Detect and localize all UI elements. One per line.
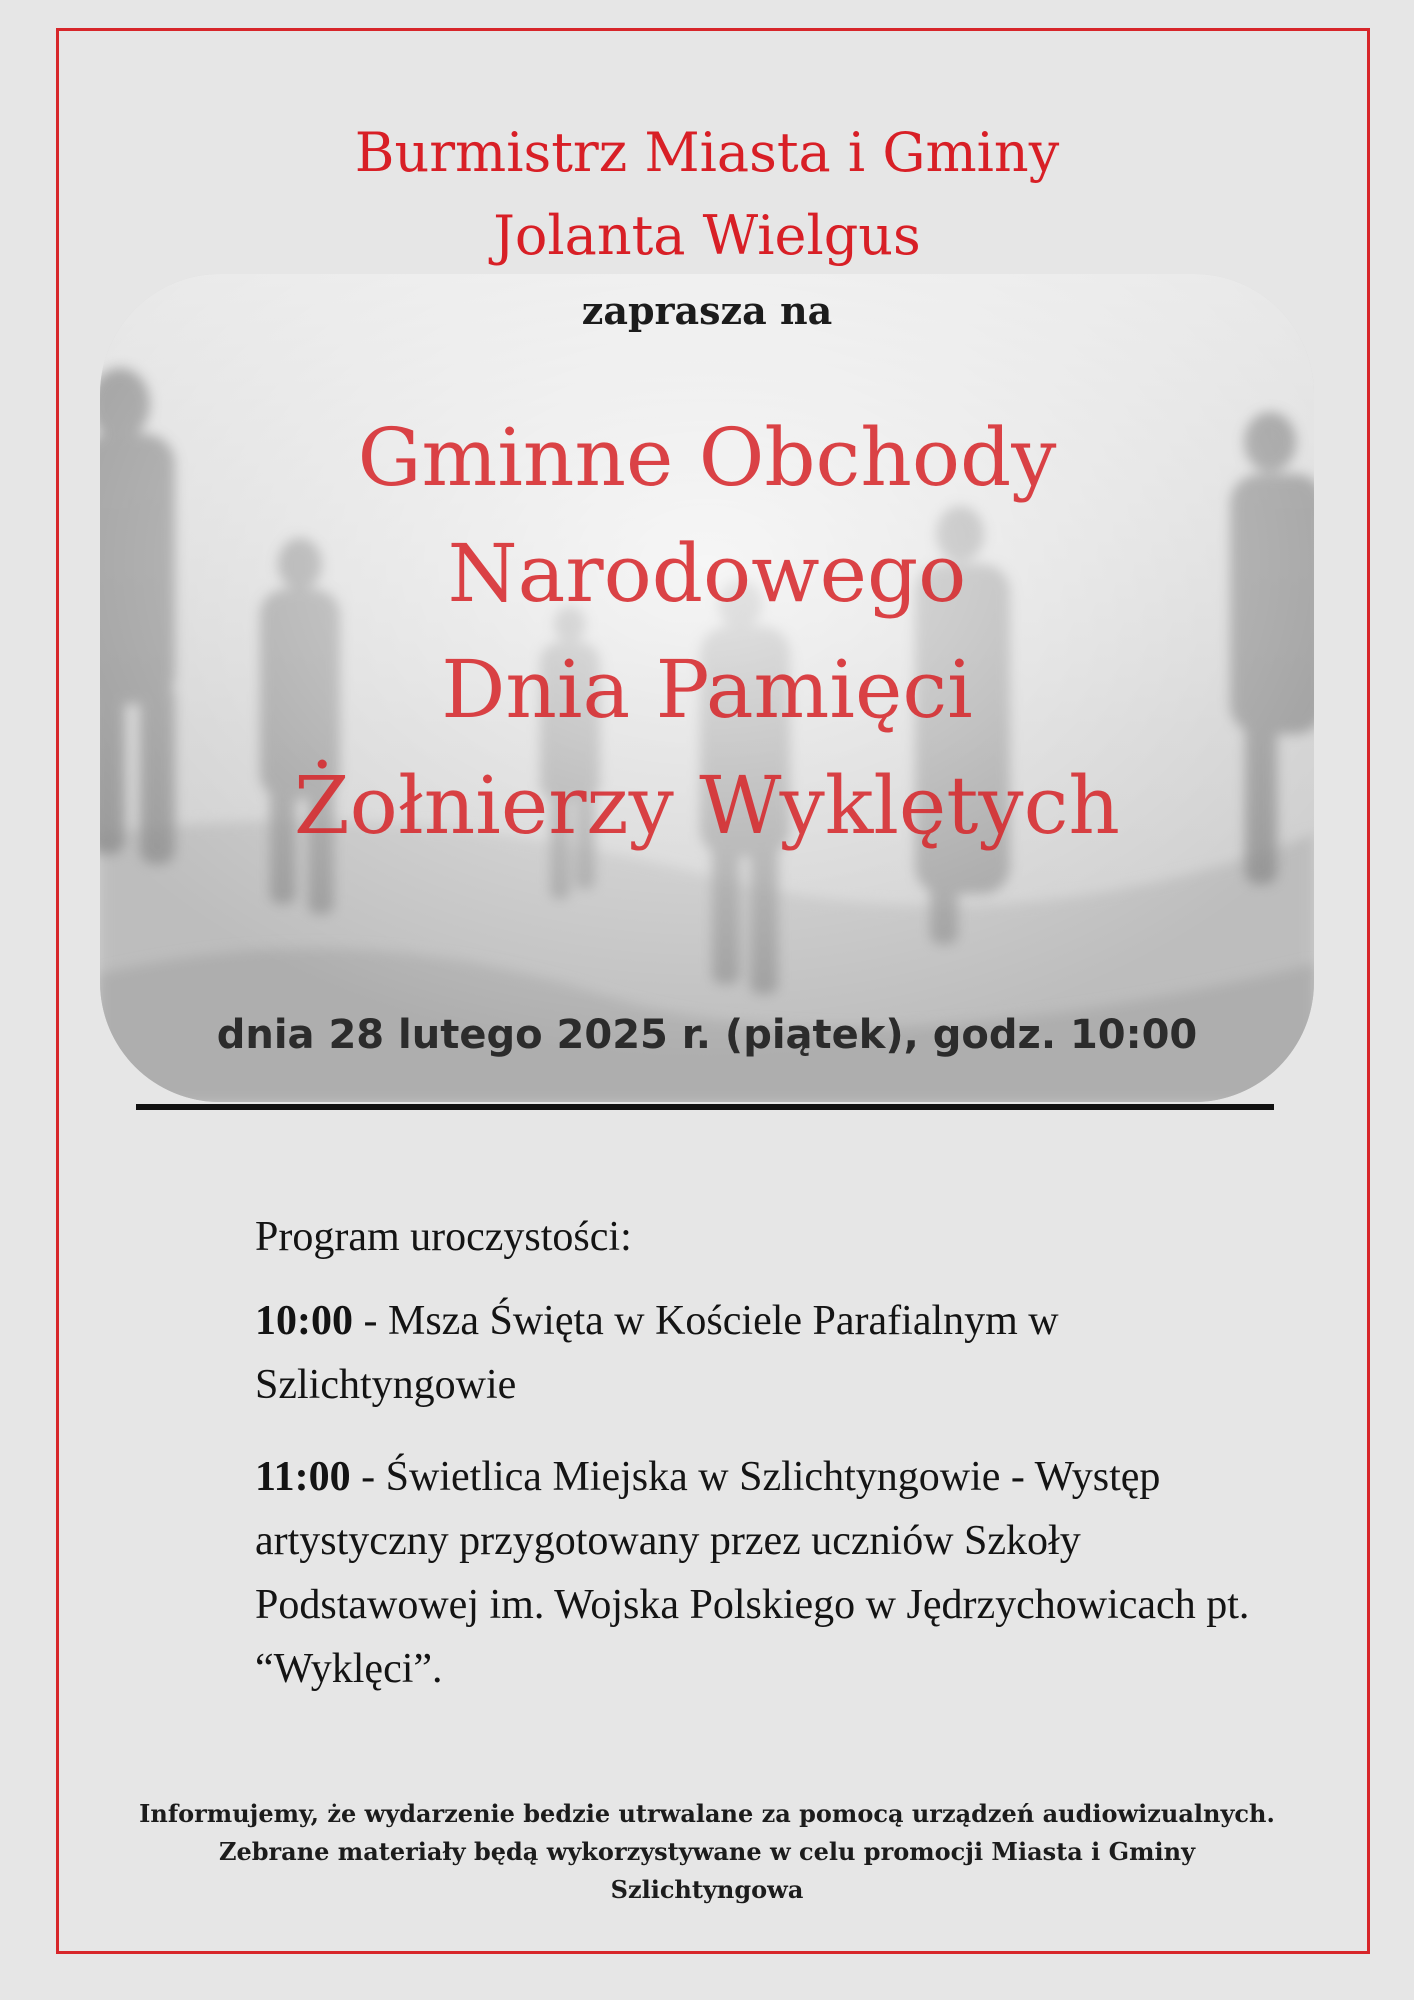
organizer-title: Burmistrz Miasta i Gminy: [354, 121, 1060, 184]
event-title: [0, 400, 1414, 864]
notice-line: Szlichtyngowa: [610, 1875, 804, 1904]
notice-line: Zebrane materiały będą wykorzystywane w celu promocji Miasta i Gminy: [218, 1837, 1196, 1866]
program-heading: Program uroczystości:: [255, 1214, 632, 1260]
program-item: [255, 1445, 1255, 1701]
event-date: dnia 28 lutego 2025 r. (piątek), godz. 10:00: [216, 1012, 1198, 1058]
invite-text: zaprasza na: [581, 288, 833, 333]
program-item-time: 10:00: [255, 1298, 353, 1344]
program-item-time: 11:00: [255, 1454, 351, 1500]
notice-line: Informujemy, że wydarzenie bedzie utrwalane za pomocą urządzeń audiowizualnych.: [139, 1799, 1275, 1828]
program-item-text: - Msza Święta w Kościele Parafialnym w Szlichtyngowie: [255, 1298, 1059, 1408]
event-title-line: Narodowego: [447, 527, 967, 620]
recording-notice: [90, 1795, 1324, 1909]
program-section: [255, 1205, 1255, 1729]
divider: [136, 1104, 1274, 1110]
program-item-text: - Świetlica Miejska w Szlichtyngowie - Występ artystyczny przygotowany przez uczniów Szkoły Podstawowej im. Wojska Polskiego w Jędrzychowicach pt. “Wyklęci”.: [255, 1454, 1250, 1692]
organizer-name: Jolanta Wielgus: [493, 204, 921, 267]
program-item: [255, 1289, 1255, 1417]
event-title-line: Gminne Obchody: [357, 411, 1057, 504]
event-title-line: Dnia Pamięci: [441, 643, 973, 736]
event-title-line: Żołnierzy Wyklętych: [294, 759, 1120, 852]
